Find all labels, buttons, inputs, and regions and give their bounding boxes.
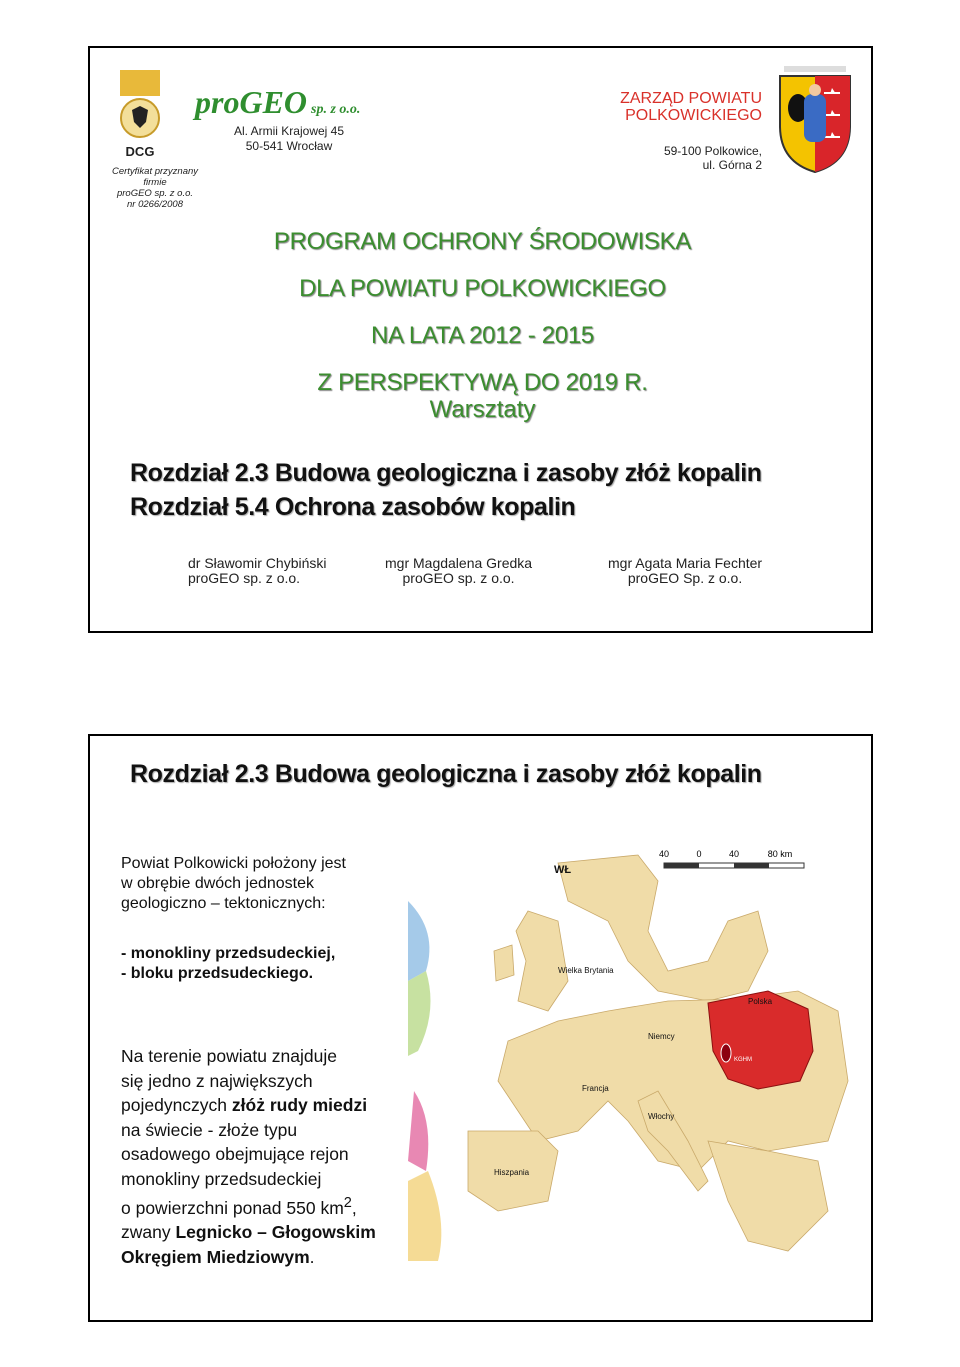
dcg-logo-text: DCG xyxy=(125,144,155,159)
kghm-deposit-marker xyxy=(721,1044,731,1062)
country-label: Francja xyxy=(582,1084,609,1093)
chapter-list xyxy=(130,456,762,524)
deposit-label: KGHM xyxy=(734,1057,752,1063)
chapter-heading: Rozdział 5.4 Ochrona zasobów kopalin xyxy=(130,493,576,521)
intro-text: Powiat Polkowicki położony jest w obrębie dwóch jednostek geologiczno – tektonicznych: xyxy=(121,855,346,912)
country-label: Wielka Brytania xyxy=(558,966,614,975)
powiat-coat-of-arms-icon xyxy=(774,64,856,176)
scale-label: 80 km xyxy=(767,849,793,859)
author-3: mgr Agata Maria Fechter proGEO Sp. z o.o. xyxy=(608,555,763,586)
chapter-heading: Rozdział 2.3 Budowa geologiczna i zasoby złóż kopalin xyxy=(130,459,762,487)
scale-label: 40 xyxy=(728,849,740,859)
europe-map xyxy=(408,841,873,1261)
tectonic-units-list xyxy=(121,944,335,984)
slide-title: Rozdział 2.3 Budowa geologiczna i zasoby złóż kopalin xyxy=(130,760,762,788)
country-label: Hiszpania xyxy=(494,1168,530,1177)
title-line: Z PERSPEKTYWĄ DO 2019 R. xyxy=(317,369,648,396)
country-label: Włochy xyxy=(648,1112,675,1121)
progeo-company-name: proGEO sp. z o.o. xyxy=(195,84,361,120)
subtitle-warsztaty: Warsztaty xyxy=(429,396,536,423)
list-item: - bloku przedsudeckiego. xyxy=(121,965,314,982)
scale-label: 40 xyxy=(658,849,670,859)
title-line: NA LATA 2012 - 2015 xyxy=(371,322,594,349)
certificate-text: Certyfikat przyznany firmie proGEO sp. z o.o. nr 0266/2008 xyxy=(111,166,199,210)
country-label: Polska xyxy=(748,997,773,1006)
title-line: PROGRAM OCHRONY ŚRODOWISKA xyxy=(273,228,692,255)
zarzad-address: 59-100 Polkowice, ul. Górna 2 xyxy=(663,144,762,172)
copper-deposit-text: Na terenie powiatu znajduje się jedno z największych pojedynczych złóż rudy miedzi na świecie - złoże typu osadowego obejmujące rejon monokliny przedsudeckiej o powierzchni ponad 550 $km^2$, zwany Legnicko – Głogowskim Okręgiem Miedziowym. xyxy=(121,1046,376,1267)
progeo-address: Al. Armii Krajowej 45 50-541 Wrocław xyxy=(233,124,345,153)
title-slide xyxy=(88,46,873,633)
list-item: - monokliny przedsudeckiej, xyxy=(121,945,336,962)
author-1: dr Sławomir Chybiński proGEO sp. z o.o. xyxy=(188,555,327,586)
country-label: WŁ xyxy=(554,864,572,876)
geology-slide xyxy=(88,734,873,1322)
program-title xyxy=(90,218,873,406)
dcg-certificate-logo xyxy=(120,70,160,162)
scale-label: 0 xyxy=(696,849,702,859)
country-label: Niemcy xyxy=(648,1032,675,1041)
title-line: DLA POWIATU POLKOWICKIEGO xyxy=(299,275,666,302)
zarzad-powiatu-name: ZARZĄD POWIATU POLKOWICKIEGO xyxy=(620,90,762,124)
author-2: mgr Magdalena Gredka proGEO sp. z o.o. xyxy=(385,555,533,586)
